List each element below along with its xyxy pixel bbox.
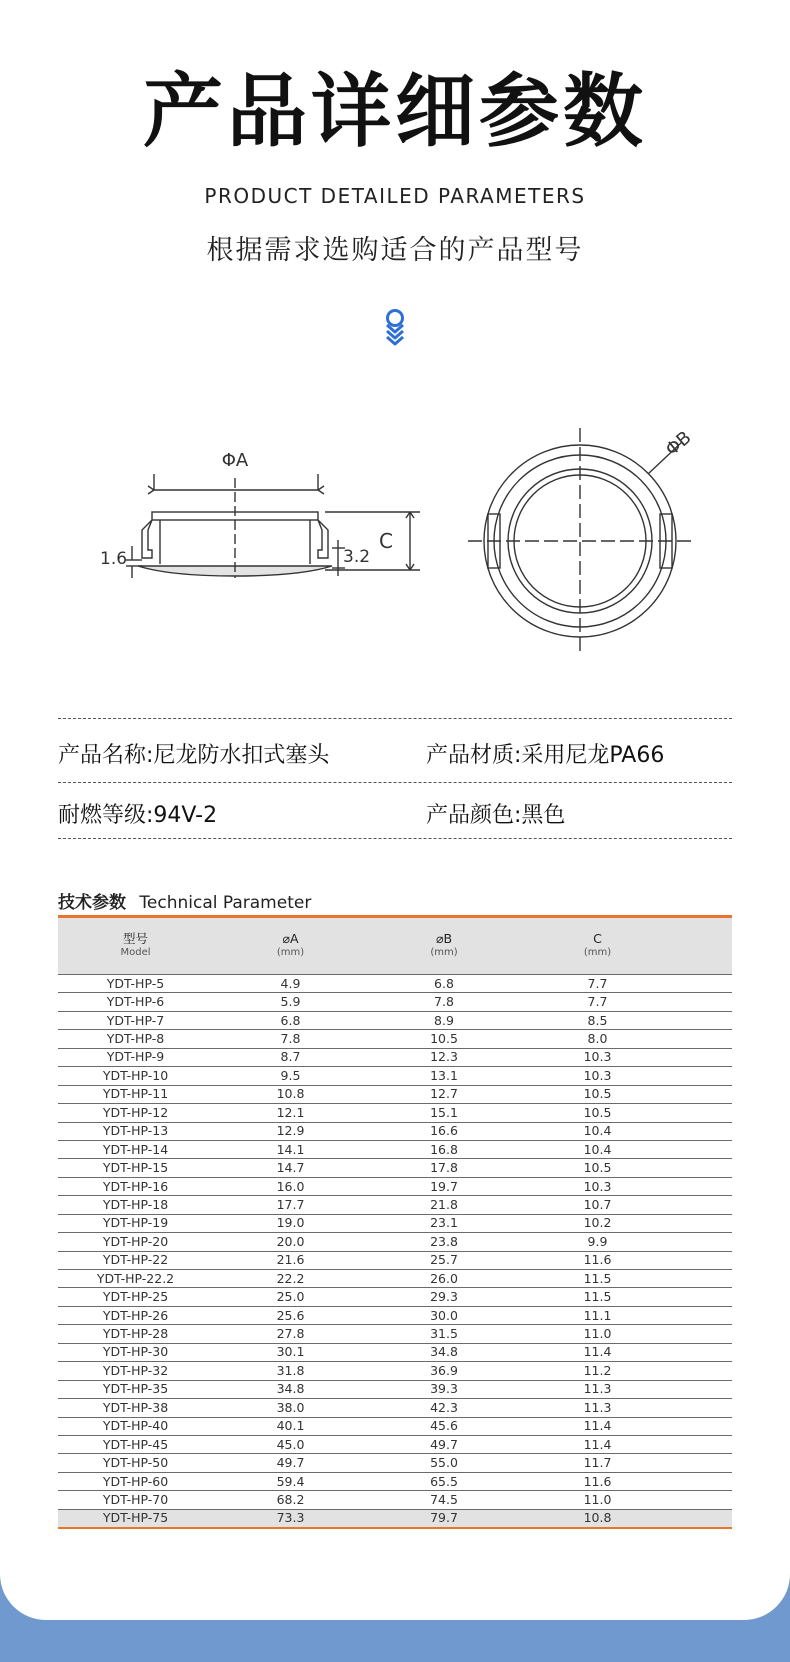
technical-drawing [70, 418, 720, 668]
table-cell: 29.3 [368, 1288, 520, 1306]
table-cell: 7.8 [213, 1030, 368, 1048]
table-cell: 11.6 [520, 1251, 675, 1269]
page-title: 产品详细参数 [143, 65, 647, 158]
table-cell: 65.5 [368, 1472, 520, 1490]
table-cell: 11.3 [520, 1380, 675, 1398]
table-cell: 27.8 [213, 1325, 368, 1343]
table-cell: 22.2 [213, 1270, 368, 1288]
top-view [468, 428, 692, 654]
table-cell: 11.2 [520, 1362, 675, 1380]
table-cell: 8.9 [368, 1011, 520, 1029]
table-cell: YDT-HP-18 [58, 1196, 213, 1214]
table-cell: 12.1 [213, 1104, 368, 1122]
table-cell: 38.0 [213, 1399, 368, 1417]
table-cell: 10.4 [520, 1140, 675, 1158]
table-cell: 11.0 [520, 1491, 675, 1509]
table-cell: 17.7 [213, 1196, 368, 1214]
table-row [58, 1472, 732, 1490]
table-row [58, 993, 732, 1011]
table-cell: 21.6 [213, 1251, 368, 1269]
table-cell: 74.5 [368, 1491, 520, 1509]
table-row [58, 1011, 732, 1029]
table-cell: YDT-HP-75 [58, 1509, 213, 1528]
label-b: ΦB [661, 427, 696, 461]
table-cell: YDT-HP-45 [58, 1435, 213, 1453]
dim-left: 1.6 [100, 549, 128, 569]
divider [58, 718, 732, 719]
table-cell: YDT-HP-10 [58, 1067, 213, 1085]
table-row [58, 1509, 732, 1528]
table-cell: 11.5 [520, 1270, 675, 1288]
table-cell: 5.9 [213, 993, 368, 1011]
spec-name: 产品名称:尼龙防水扣式塞头 [58, 743, 330, 768]
table-cell: 79.7 [368, 1509, 520, 1528]
table-row [58, 1177, 732, 1195]
table-cell: YDT-HP-11 [58, 1085, 213, 1103]
table-cell: 7.7 [520, 975, 675, 993]
table-row [58, 1343, 732, 1361]
table-cell: 11.4 [520, 1417, 675, 1435]
table-row [58, 1325, 732, 1343]
table-row [58, 1159, 732, 1177]
table-cell: 17.8 [368, 1159, 520, 1177]
table-cell: 55.0 [368, 1454, 520, 1472]
table-cell: 12.9 [213, 1122, 368, 1140]
table-title-cn: 技术参数 [58, 893, 126, 913]
table-cell: 6.8 [213, 1011, 368, 1029]
table-cell: 10.5 [520, 1159, 675, 1177]
table-cell: 9.9 [520, 1233, 675, 1251]
table-cell: YDT-HP-20 [58, 1233, 213, 1251]
table-cell: 14.1 [213, 1140, 368, 1158]
table-cell: 25.6 [213, 1306, 368, 1324]
table-row [58, 1196, 732, 1214]
table-cell: YDT-HP-6 [58, 993, 213, 1011]
table-cell: YDT-HP-13 [58, 1122, 213, 1140]
table-cell: 11.7 [520, 1454, 675, 1472]
table-cell: YDT-HP-25 [58, 1288, 213, 1306]
table-cell: 10.2 [520, 1214, 675, 1232]
table-row [58, 1122, 732, 1140]
table-row [58, 1454, 732, 1472]
table-cell: 11.4 [520, 1435, 675, 1453]
table-title-en: Technical Parameter [139, 893, 312, 913]
table-cell: 11.5 [520, 1288, 675, 1306]
table-cell: 11.6 [520, 1472, 675, 1490]
divider [58, 838, 732, 839]
table-cell: YDT-HP-8 [58, 1030, 213, 1048]
table-cell: 26.0 [368, 1270, 520, 1288]
table-cell: YDT-HP-35 [58, 1380, 213, 1398]
table-cell: 11.3 [520, 1399, 675, 1417]
header-a: ⌀A (mm) [213, 918, 368, 975]
table-cell: 10.5 [520, 1104, 675, 1122]
table-cell: 40.1 [213, 1417, 368, 1435]
table-cell: 10.5 [520, 1085, 675, 1103]
table-cell: 45.0 [213, 1435, 368, 1453]
spec-flame-rating: 耐燃等级:94V-2 [58, 803, 218, 828]
table-cell: 36.9 [368, 1362, 520, 1380]
table-cell: 31.5 [368, 1325, 520, 1343]
table-cell: 68.2 [213, 1491, 368, 1509]
header-c: C (mm) [520, 918, 675, 975]
table-cell: YDT-HP-40 [58, 1417, 213, 1435]
table-cell: 13.1 [368, 1067, 520, 1085]
table-cell: 20.0 [213, 1233, 368, 1251]
table-cell: YDT-HP-22 [58, 1251, 213, 1269]
subtitle-english: PRODUCT DETAILED PARAMETERS [204, 184, 586, 208]
table-row [58, 1306, 732, 1324]
table-cell: YDT-HP-38 [58, 1399, 213, 1417]
table-cell: YDT-HP-60 [58, 1472, 213, 1490]
table-cell: 10.7 [520, 1196, 675, 1214]
table-row [58, 1085, 732, 1103]
table-row [58, 1417, 732, 1435]
spec-color: 产品颜色:黑色 [426, 803, 566, 828]
label-a: ΦA [221, 450, 249, 471]
table-cell: 11.1 [520, 1306, 675, 1324]
table-cell: 34.8 [368, 1343, 520, 1361]
table-cell: YDT-HP-16 [58, 1177, 213, 1195]
table-cell: 16.8 [368, 1140, 520, 1158]
table-cell: 30.1 [213, 1343, 368, 1361]
table-cell: 7.8 [368, 993, 520, 1011]
table-cell: 11.4 [520, 1343, 675, 1361]
table-cell: 16.6 [368, 1122, 520, 1140]
table-header-row [58, 918, 732, 975]
table-cell: 49.7 [368, 1435, 520, 1453]
table-row [58, 1104, 732, 1122]
table-cell: YDT-HP-26 [58, 1306, 213, 1324]
table-cell: 19.0 [213, 1214, 368, 1232]
table-cell: 31.8 [213, 1362, 368, 1380]
table-cell: 10.3 [520, 1048, 675, 1066]
table-cell: YDT-HP-32 [58, 1362, 213, 1380]
table-cell: 4.9 [213, 975, 368, 993]
table-cell: 25.7 [368, 1251, 520, 1269]
table-cell: YDT-HP-9 [58, 1048, 213, 1066]
table-cell: YDT-HP-70 [58, 1491, 213, 1509]
table-cell: 16.0 [213, 1177, 368, 1195]
header-model: 型号 Model [58, 918, 213, 975]
divider [58, 782, 732, 783]
table-cell: 8.0 [520, 1030, 675, 1048]
table-cell: YDT-HP-50 [58, 1454, 213, 1472]
table-row [58, 1380, 732, 1398]
subtitle-chinese: 根据需求选购适合的产品型号 [206, 235, 584, 266]
table-cell: 9.5 [213, 1067, 368, 1085]
table-cell: 10.8 [520, 1509, 675, 1528]
table-row [58, 1270, 732, 1288]
table-cell: 8.5 [520, 1011, 675, 1029]
table-row [58, 1048, 732, 1066]
table-cell: 30.0 [368, 1306, 520, 1324]
table-cell: YDT-HP-19 [58, 1214, 213, 1232]
table-row [58, 1491, 732, 1509]
parameter-table [58, 915, 732, 1529]
table-cell: YDT-HP-28 [58, 1325, 213, 1343]
table-cell: YDT-HP-7 [58, 1011, 213, 1029]
table-cell: 34.8 [213, 1380, 368, 1398]
table-cell: 49.7 [213, 1454, 368, 1472]
table-row [58, 1067, 732, 1085]
table-cell: 15.1 [368, 1104, 520, 1122]
table-cell: 6.8 [368, 975, 520, 993]
table-cell: 14.7 [213, 1159, 368, 1177]
table-cell: 42.3 [368, 1399, 520, 1417]
table-title [58, 888, 311, 913]
table-cell: 39.3 [368, 1380, 520, 1398]
table-row [58, 1362, 732, 1380]
table-cell: 23.1 [368, 1214, 520, 1232]
table-cell: 23.8 [368, 1233, 520, 1251]
table-cell: 11.0 [520, 1325, 675, 1343]
table-cell: 10.3 [520, 1177, 675, 1195]
table-cell: 10.3 [520, 1067, 675, 1085]
label-c: C [379, 529, 393, 553]
table-cell: 10.8 [213, 1085, 368, 1103]
table-cell: 12.7 [368, 1085, 520, 1103]
table-cell: 73.3 [213, 1509, 368, 1528]
side-view [126, 474, 420, 578]
header-b: ⌀B (mm) [368, 918, 520, 975]
table-cell: YDT-HP-22.2 [58, 1270, 213, 1288]
table-row [58, 1288, 732, 1306]
table-row [58, 1233, 732, 1251]
spec-material: 产品材质:采用尼龙PA66 [426, 743, 665, 768]
table-row [58, 1140, 732, 1158]
table-cell: 19.7 [368, 1177, 520, 1195]
table-row [58, 1435, 732, 1453]
table-cell: 12.3 [368, 1048, 520, 1066]
table-cell: 10.5 [368, 1030, 520, 1048]
table-row [58, 1251, 732, 1269]
table-row [58, 1214, 732, 1232]
table-cell: 7.7 [520, 993, 675, 1011]
table-cell: 8.7 [213, 1048, 368, 1066]
dim-right: 3.2 [343, 547, 371, 567]
table-row [58, 975, 732, 993]
table-row [58, 1030, 732, 1048]
table-cell: 21.8 [368, 1196, 520, 1214]
location-chevron-icon [383, 308, 407, 348]
table-cell: YDT-HP-14 [58, 1140, 213, 1158]
table-row [58, 1399, 732, 1417]
table-cell: YDT-HP-5 [58, 975, 213, 993]
table-cell: 45.6 [368, 1417, 520, 1435]
table-cell: 10.4 [520, 1122, 675, 1140]
table-cell: 59.4 [213, 1472, 368, 1490]
table-cell: YDT-HP-15 [58, 1159, 213, 1177]
table-cell: 25.0 [213, 1288, 368, 1306]
table-cell: YDT-HP-12 [58, 1104, 213, 1122]
table-cell: YDT-HP-30 [58, 1343, 213, 1361]
